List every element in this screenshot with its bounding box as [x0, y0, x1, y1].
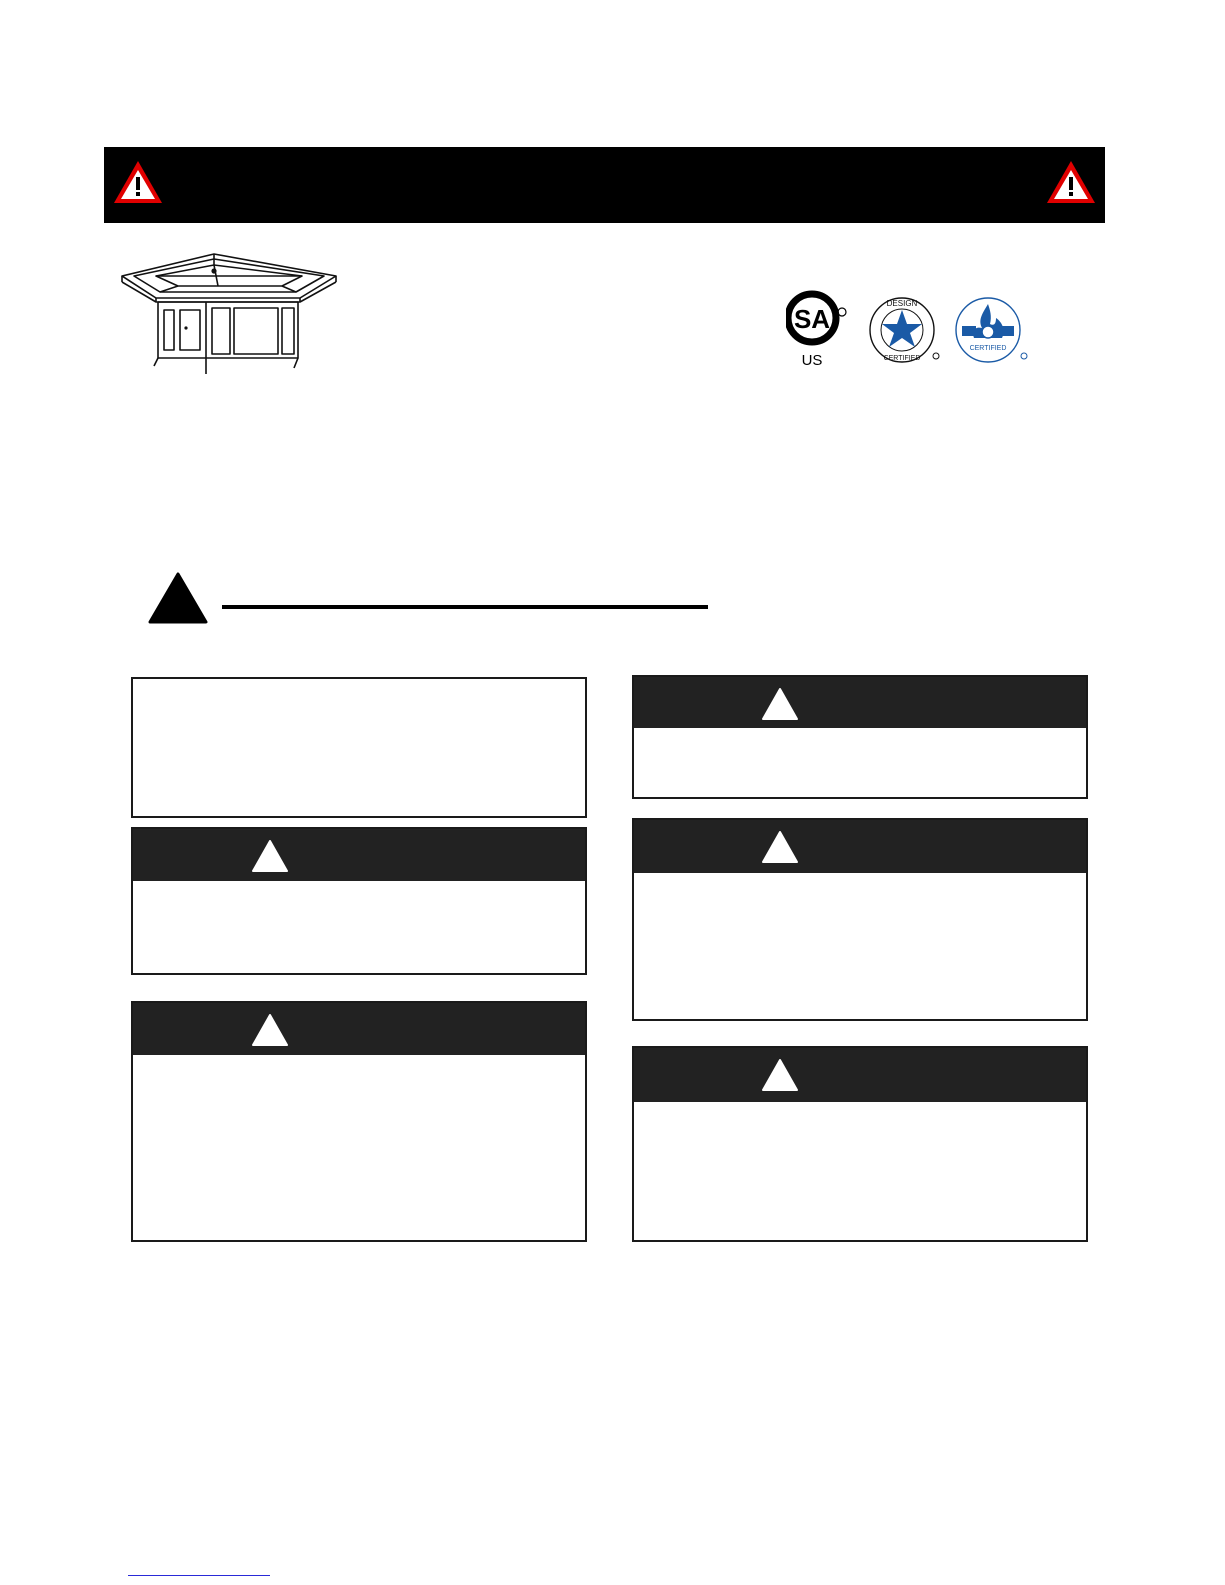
warning-panel-right-2 [632, 818, 1088, 1021]
warning-triangle-white-icon [761, 1058, 799, 1092]
design-ring-bottom: CERTIFIED [883, 355, 921, 362]
certified-flame-mark [952, 294, 1032, 364]
warning-panel-right-3 [632, 1046, 1088, 1242]
warning-banner [104, 147, 1105, 223]
certification-logos [786, 288, 1032, 368]
safety-section-heading [148, 572, 708, 624]
design-ring-top: DESIGN [886, 299, 918, 308]
warning-panel-left-1 [131, 827, 587, 975]
warning-panel-header [133, 829, 585, 881]
footer-link-underline [128, 1575, 270, 1576]
warning-triangle-white-icon [251, 839, 289, 873]
notice-box [131, 677, 587, 818]
warning-triangle-black-icon [148, 572, 208, 624]
flame-mark-label: CERTIFIED [969, 345, 1007, 352]
warning-triangle-white-icon [251, 1013, 289, 1047]
fire-pit-table-illustration [118, 250, 340, 378]
warning-triangle-white-icon [761, 830, 799, 864]
warning-triangle-red-icon [112, 159, 164, 205]
warning-panel-right-1 [632, 675, 1088, 799]
heading-underline [222, 605, 708, 609]
csa-region-label: US [801, 352, 823, 368]
warning-panel-header [634, 677, 1086, 728]
warning-triangle-red-icon [1045, 159, 1097, 205]
csa-us-mark [786, 288, 850, 368]
warning-panel-header [133, 1003, 585, 1055]
warning-triangle-white-icon [761, 687, 799, 721]
design-certified-star-mark [866, 294, 942, 364]
warning-panel-header [634, 1048, 1086, 1102]
warning-panel-left-2 [131, 1001, 587, 1242]
warning-panel-header [634, 820, 1086, 873]
svg-text:SA: SA [793, 304, 831, 334]
